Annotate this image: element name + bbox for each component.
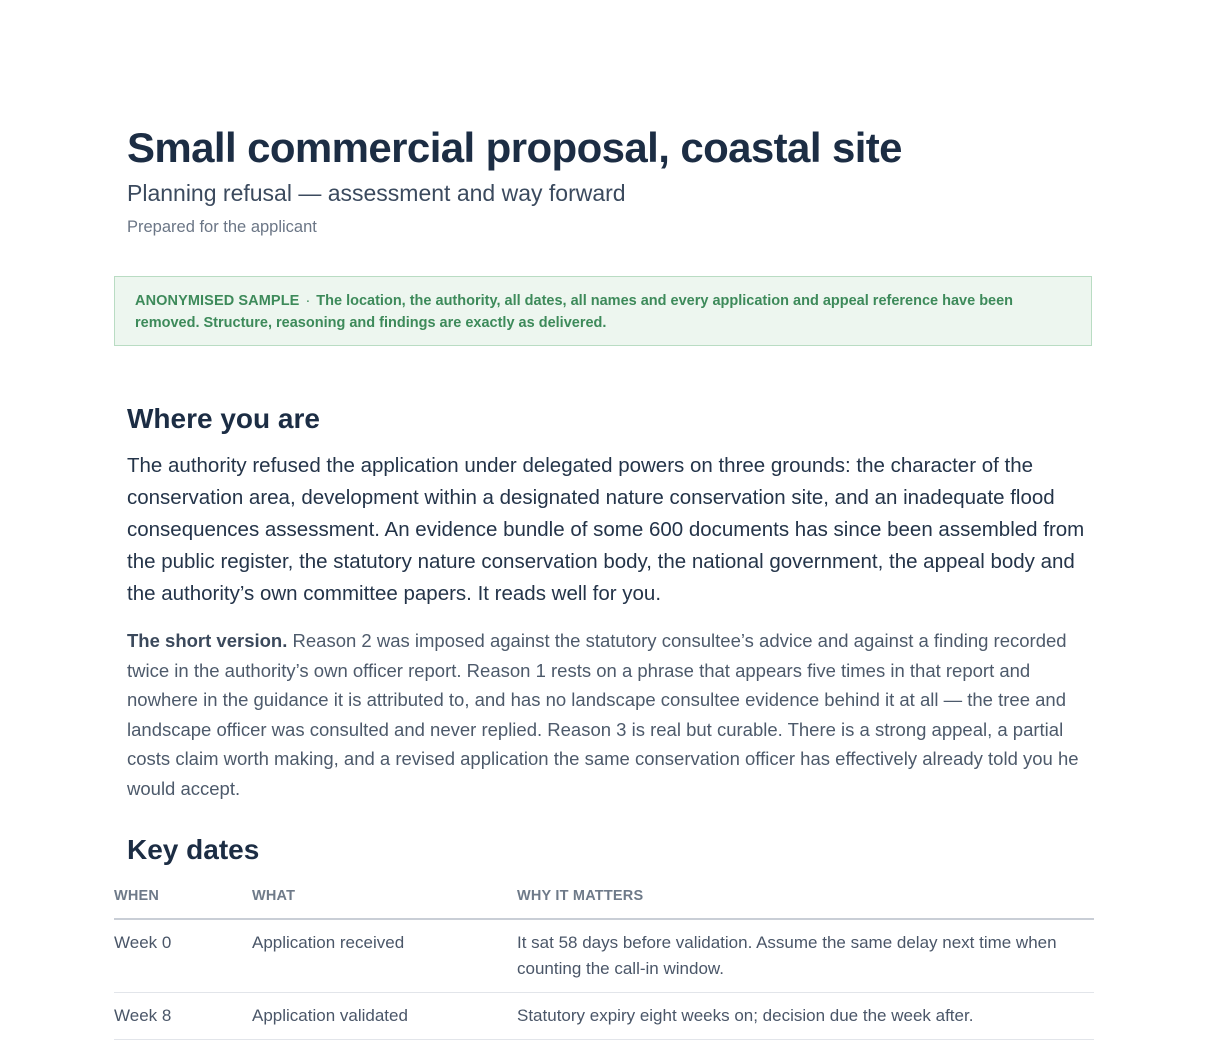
table-header-row (114, 888, 1094, 919)
column-header-when: WHEN (114, 888, 252, 919)
notice-text: The location, the authority, all dates, all names and every application and appeal reference have been removed. Structure, reasoning and findings are exactly as delivered. (135, 293, 1014, 331)
cell-when: Week 8 (114, 993, 252, 1040)
table-row (114, 919, 1094, 993)
column-header-why: WHY IT MATTERS (517, 888, 1094, 919)
document-title: Small commercial proposal, coastal site (127, 124, 902, 171)
cell-why: It sat 58 days before validation. Assume the same delay next time when counting the call-in window. (517, 919, 1094, 993)
notice-tag: ANONYMISED SAMPLE (135, 293, 300, 309)
notice-separator: · (305, 293, 311, 309)
cell-what: Application received (252, 919, 517, 993)
document-subtitle: Planning refusal — assessment and way forward (127, 180, 626, 206)
key-dates-table (114, 888, 1094, 1040)
where-you-are-lead: The authority refused the application under delegated powers on three grounds: the character of the conservation area, development within a designated nature conservation site, and an inadequate flood consequences assessment. An evidence bundle of some 600 documents has since been assembled from the public register, the statutory nature conservation body, the national government, the appeal body and the authority’s own committee papers. It reads well for you. (127, 454, 1085, 605)
anonymised-notice (114, 276, 1092, 346)
cell-when: Week 0 (114, 919, 252, 993)
column-header-what: WHAT (252, 888, 517, 919)
where-you-are-heading: Where you are (127, 403, 320, 434)
key-dates-heading: Key dates (127, 834, 260, 865)
cell-why: Statutory expiry eight weeks on; decision due the week after. (517, 993, 1094, 1040)
prepared-for: Prepared for the applicant (127, 218, 317, 236)
cell-what: Application validated (252, 993, 517, 1040)
short-version-paragraph (127, 626, 1087, 804)
table-row (114, 993, 1094, 1040)
short-version-label: The short version. (127, 630, 288, 651)
short-version-text: Reason 2 was imposed against the statutory consultee’s advice and against a finding recorded twice in the authority’s own officer report. Reason 1 rests on a phrase that appears five times in that report and nowhere in the guidance it is attributed to, and has no landscape consultee evidence behind it at all — the tree and landscape officer was consulted and never replied. Reason 3 is real but curable. There is a strong appeal, a partial costs claim worth making, and a revised application the same conservation officer has effectively already told you he would accept. (127, 630, 1079, 799)
